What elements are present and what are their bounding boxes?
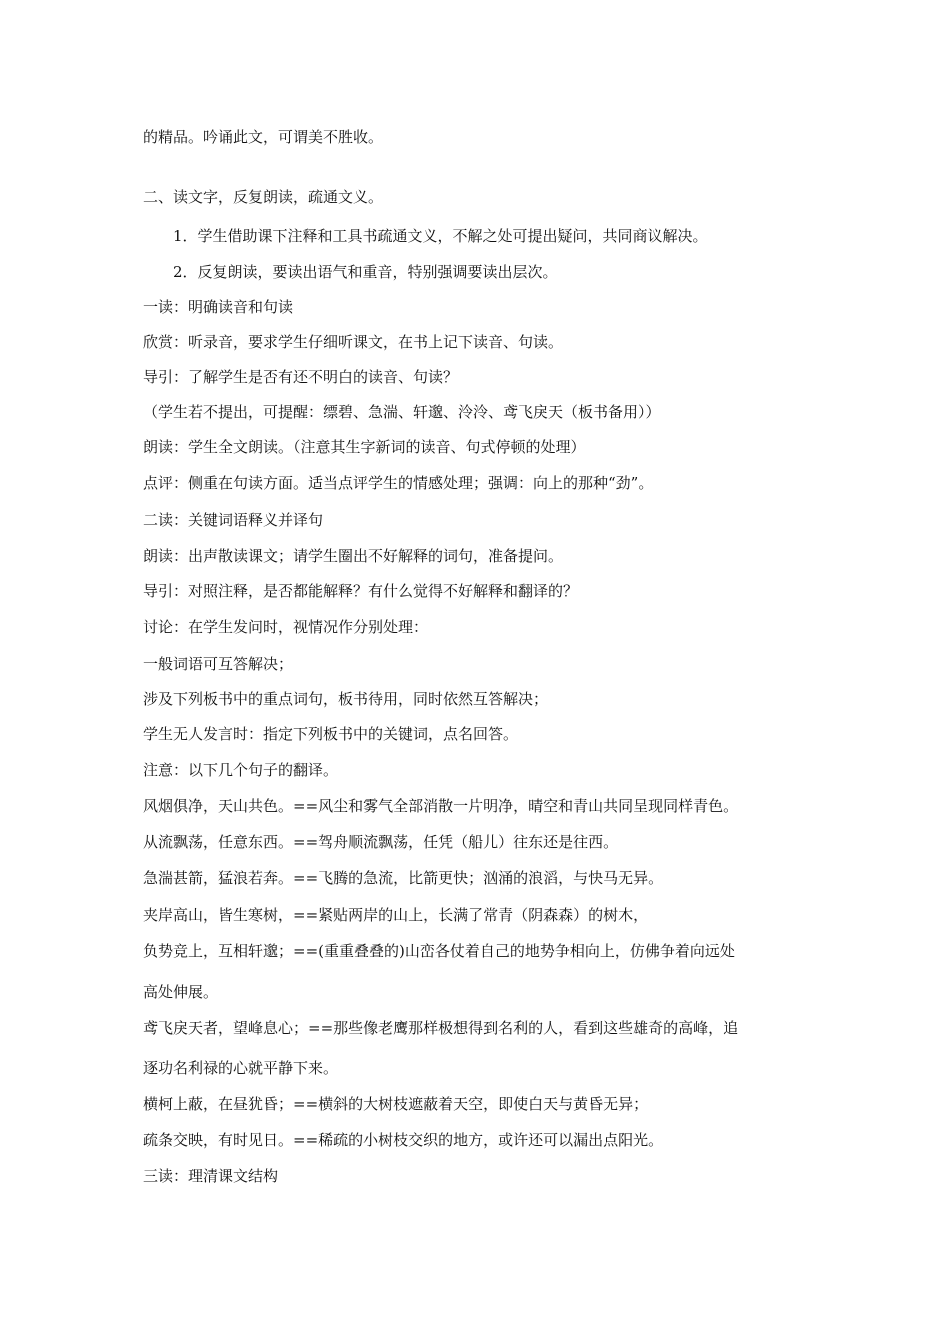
translation-line: 夹岸高山，皆生寒树，==紧贴两岸的山上，长满了常青（阴森森）的树木，: [143, 906, 649, 924]
translation-line: 负势竞上，互相轩邈；==(重重叠叠的)山峦各仗着自己的地势争相向上，仿佛争着向远处: [143, 942, 735, 960]
subsection-heading: 三读：理清课文结构: [143, 1167, 279, 1185]
text-line: 的精品。吟诵此文，可谓美不胜收。: [143, 128, 384, 146]
translation-line: 高处伸展。: [143, 983, 219, 1001]
text-line: 朗读：学生全文朗读。（注意其生字新词的读音、句式停顿的处理）: [143, 438, 586, 456]
text-line: 一般词语可互答解决；: [143, 655, 294, 673]
text-line: 注意：以下几个句子的翻译。: [143, 761, 339, 779]
translation-line: 风烟俱净，天山共色。==风尘和雾气全部消散一片明净，晴空和青山共同呈现同样青色。: [143, 797, 739, 815]
subsection-heading: 二读：关键词语释义并译句: [143, 511, 324, 529]
subsection-heading: 一读：明确读音和句读: [143, 298, 294, 316]
translation-line: 逐功名利禄的心就平静下来。: [143, 1059, 339, 1077]
list-item: 1．学生借助课下注释和工具书疏通文义，不解之处可提出疑问，共同商议解决。: [173, 227, 708, 245]
list-item: 2．反复朗读，要读出语气和重音，特别强调要读出层次。: [173, 263, 558, 281]
translation-line: 横柯上蔽，在昼犹昏；==横斜的大树枝遮蔽着天空，即使白天与黄昏无异；: [143, 1095, 649, 1113]
text-line: 朗读：出声散读课文；请学生圈出不好解释的词句，准备提问。: [143, 547, 564, 565]
text-line: 导引：了解学生是否有还不明白的读音、句读？: [143, 368, 459, 386]
translation-line: 鸢飞戾天者，望峰息心；==那些像老鹰那样极想得到名利的人，看到这些雄奇的高峰，追: [143, 1019, 739, 1037]
translation-line: 急湍甚箭，猛浪若奔。==飞腾的急流，比箭更快；汹涌的浪滔，与快马无异。: [143, 869, 664, 887]
translation-line: 疏条交映，有时见日。==稀疏的小树枝交织的地方，或许还可以漏出点阳光。: [143, 1131, 664, 1149]
text-line: 点评：侧重在句读方面。适当点评学生的情感处理；强调：向上的那种“劲”。: [143, 474, 654, 492]
text-line: 学生无人发言时：指定下列板书中的关键词，点名回答。: [143, 725, 519, 743]
text-line: （学生若不提出，可提醒：缥碧、急湍、轩邈、泠泠、鸢飞戾天（板书备用））: [143, 403, 661, 421]
translation-line: 从流飘荡，任意东西。==驾舟顺流飘荡，任凭（船儿）往东还是往西。: [143, 833, 619, 851]
text-line: 涉及下列板书中的重点词句，板书待用，同时依然互答解决；: [143, 690, 549, 708]
text-line: 导引：对照注释，是否都能解释？有什么觉得不好解释和翻译的？: [143, 582, 579, 600]
text-line: 讨论：在学生发问时，视情况作分别处理：: [143, 618, 429, 636]
section-heading: 二、读文字，反复朗读，疏通文义。: [143, 188, 384, 206]
text-line: 欣赏：听录音，要求学生仔细听课文，在书上记下读音、句读。: [143, 333, 564, 351]
